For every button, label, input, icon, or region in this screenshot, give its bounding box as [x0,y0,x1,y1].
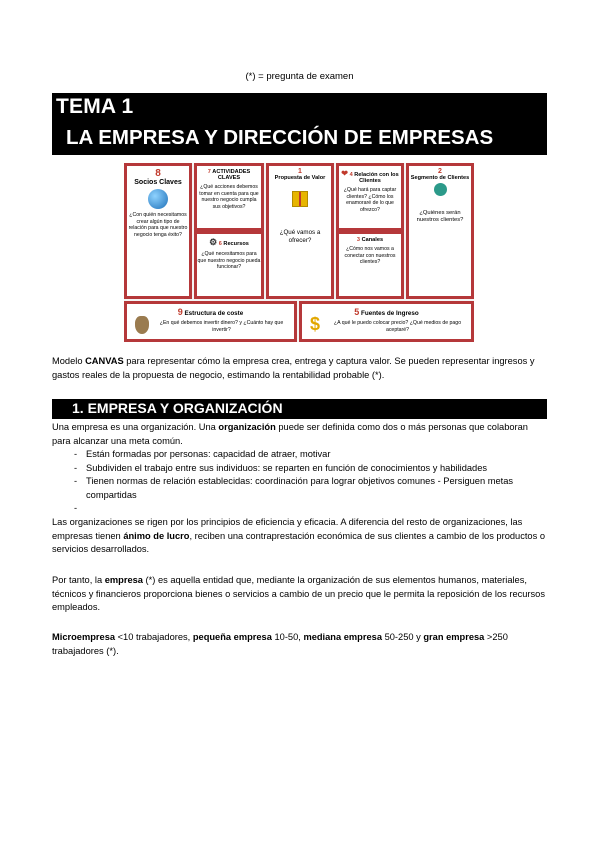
canvas-socios-claves [124,163,192,299]
canvas-socios-title: Socios Claves [134,179,182,186]
section-heading-bar [52,399,547,419]
list-item: - Tienen normas de relación establecidas: coordinación para lograr objetivos comunes - Persiguen metas compartidas [52,475,547,502]
canvas-canales-title: Canales [361,237,384,243]
exam-note: (*) = pregunta de examen [245,71,354,82]
p2-text-c: , reciben una contraprestación económica de sus clientes a cambio de los productos o servicios desarrollados. [52,530,546,554]
tema-title: LA EMPRESA Y DIRECCIÓN DE EMPRESAS [66,126,494,149]
canvas-propuesta-text: ¿Qué vamos a ofrecer? [279,229,321,244]
p2-bold: ánimo de lucro [123,530,190,541]
canvas-costes-title: Estructura de coste [184,310,244,317]
organization-traits-list [52,448,547,515]
paragraph-organizacion [52,421,547,448]
canvas-ingresos-num: 5 [354,307,360,317]
p3-text-c: (*) es aquella entidad que, mediante la organización de sus elementos humanos, materiales, técnicos y financieros proporciona bienes o servicios a cambio de un precio que le permita la reposición de los recursos empleados. [52,575,545,612]
intro-text-c: para representar cómo la empresa crea, entrega y captura valor. Se pueden representar ingresos y gastos reales de la propuesta de negocio, estimando la rentabilidad probable (*). [52,356,535,380]
canvas-socios-text: ¿Con quién necesitamos crear algún tipo de relación para que nuestro negocio tenga éxito? [128,212,188,238]
canvas-recursos-text: ¿Qué necesitamos para que nuestro negocio pueda funcionar? [197,251,261,270]
heart-icon: ❤ [341,169,348,178]
paragraph-tamano-empresa [52,631,547,658]
p4-pequena-bold: pequeña empresa [192,632,272,642]
globe-icon [148,189,168,209]
intro-canvas-bold: CANVAS [85,356,124,366]
list-item: - Subdividen el trabajo entre sus individuos: se reparten en función de conocimientos y habilidades [52,462,547,476]
canvas-costes-num: 9 [177,307,183,317]
canvas-model-image [124,163,474,342]
canvas-recursos-num: 6 [218,241,222,247]
dollar-icon: $ [310,314,321,334]
canvas-relacion-text: ¿Qué hará para captar clientes? ¿Cómo los enamoraré de lo que ofrezco? [343,187,397,213]
gift-icon [292,191,308,207]
canvas-propuesta-valor [266,163,334,299]
canvas-propuesta-num: 1 [298,168,302,175]
canvas-relacion-title: Relación con los Clientes [354,172,399,184]
intro-text-a: Modelo [52,356,86,366]
canvas-ingresos-text: ¿A qué le puedo colocar precio? ¿Qué medios de pago aceptaré? [333,320,462,333]
canvas-recursos [194,231,264,299]
canvas-socios-num: 8 [155,168,161,179]
canvas-segmento-text: ¿Quiénes serán nuestros clientes? [416,210,464,224]
list-item-empty [52,502,547,515]
list-item: - Están formadas por personas: capacidad de atraer, motivar [52,448,547,462]
canvas-segmento-title: Segmento de Clientes [410,175,470,181]
canvas-description [52,355,547,382]
canvas-canales [336,231,404,299]
canvas-actividades-claves [194,163,264,231]
p4-micro-bold: Microempresa [52,632,116,642]
canvas-actividades-title: ACTIVIDADES CLAVES [212,169,251,181]
canvas-actividades-text: ¿Qué acciones debemos tomar en cuenta para que nuestro negocio cumpla sus objetivos? [199,184,259,210]
p3-text-a: Por tanto, la [52,575,105,585]
section-heading: 1. EMPRESA Y ORGANIZACIÓN [72,400,283,416]
paragraph-eficiencia [52,516,547,557]
p1-text-c: puede ser definida como dos o más personas que colaboran para alcanzar una meta común. [52,422,528,446]
p4-mediana-bold: mediana empresa [303,632,382,642]
canvas-canales-text: ¿Cómo nos vamos a conectar con nuestros clientes? [344,246,396,265]
canvas-propuesta-title: Propuesta de Valor [274,175,326,181]
canvas-estructura-coste [124,301,297,342]
canvas-ingresos-title: Fuentes de Ingreso [361,310,419,317]
p3-bold: empresa [104,575,143,585]
money-bag-icon [135,316,149,334]
canvas-relacion-clientes [336,163,404,231]
p4-text-d: 10-50, [271,632,304,642]
canvas-fuentes-ingreso [299,301,474,342]
p1-bold: organización [218,422,276,432]
person-icon [434,183,447,196]
p4-text-f: 50-250 y [382,632,424,642]
canvas-actividades-num: 7 [207,169,211,175]
p1-text-a: Una empresa es una organización. Una [52,422,219,432]
canvas-segmento-clientes [406,163,474,299]
canvas-relacion-num: 4 [349,172,353,178]
paragraph-empresa [52,574,547,615]
canvas-canales-num: 3 [356,237,361,243]
canvas-costes-text: ¿En qué debemos invertir dinero? y ¿Cuánto hay que invertir? [159,320,284,333]
canvas-recursos-title: Recursos [223,241,249,247]
gear-icon: ⚙ [209,237,218,247]
p4-gran-bold: gran empresa [423,632,485,642]
canvas-segmento-num: 2 [438,168,442,175]
p2-text-a: Las organizaciones se rigen por los principios de eficiencia y eficacia. A diferencia del resto de organizaciones, las empresas tienen [52,517,523,541]
tema-number: TEMA 1 [56,95,134,118]
p4-text-b: <10 trabajadores, [115,632,193,642]
title-banner [52,93,547,155]
p4-text-h: >250 trabajadores (*). [52,632,508,656]
